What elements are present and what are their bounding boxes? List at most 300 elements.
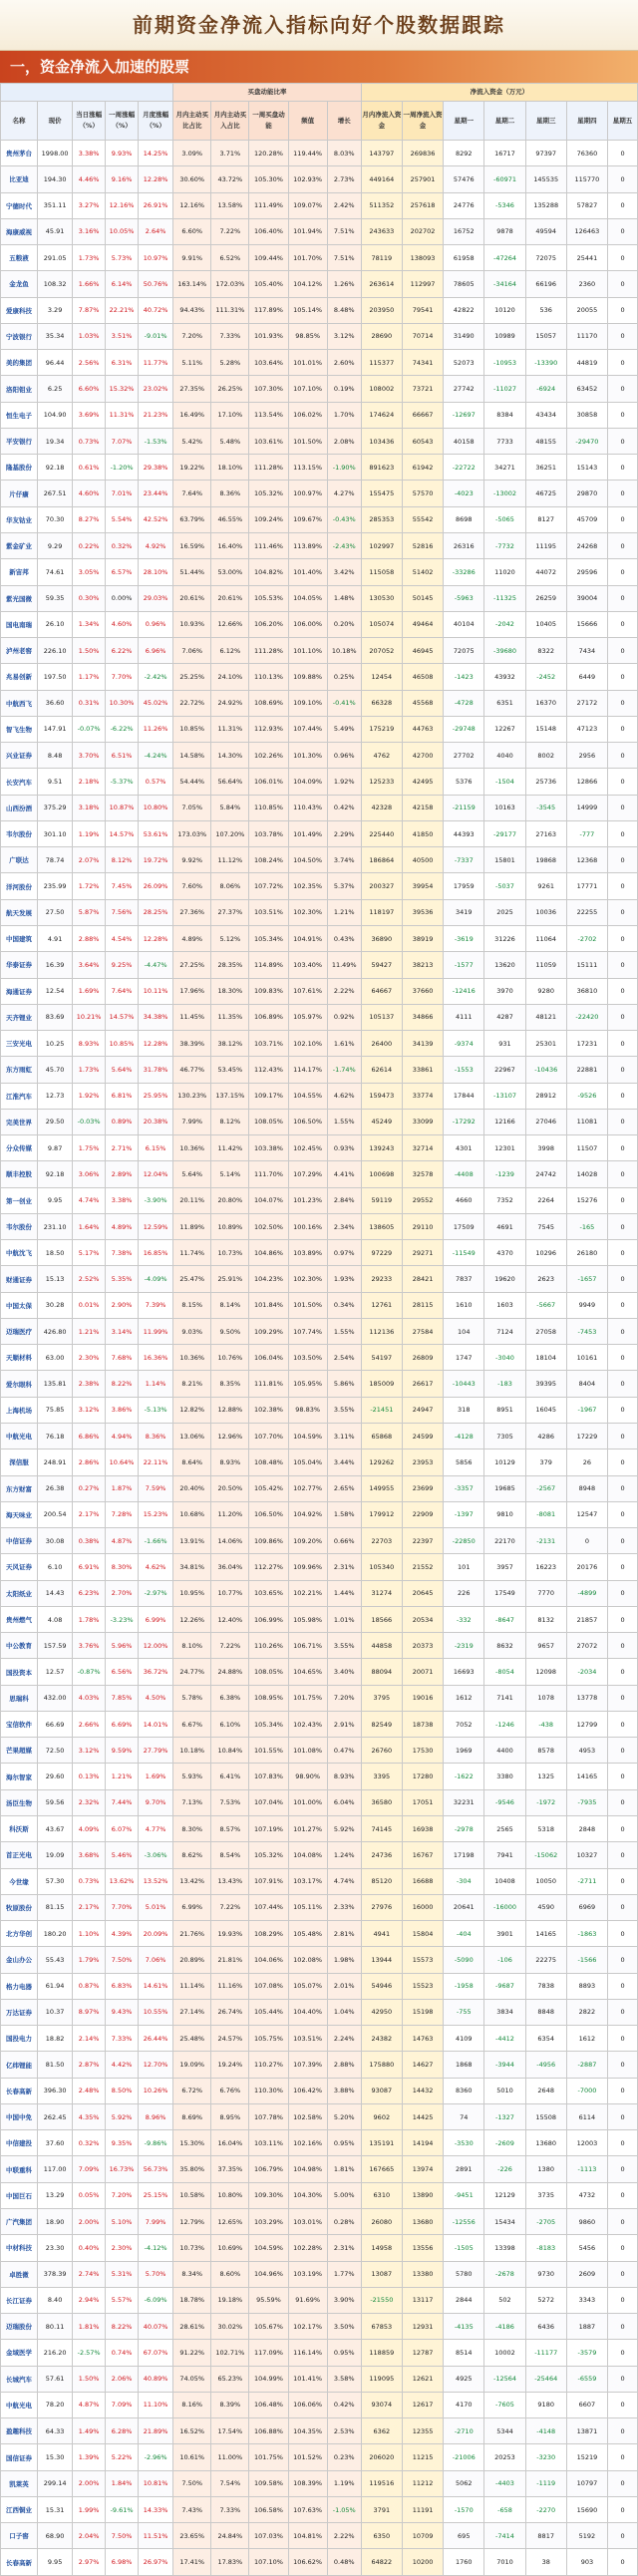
table-cell: 2.81% <box>327 1921 361 1947</box>
table-cell: 5.64% <box>173 1161 211 1187</box>
table-cell: -1657 <box>566 1266 607 1292</box>
table-cell: 10.05% <box>106 218 139 244</box>
table-cell: 8.48% <box>327 297 361 323</box>
table-cell: 46725 <box>525 481 566 506</box>
table-cell: 112.43% <box>249 1057 288 1083</box>
table-cell: 101 <box>444 1554 484 1580</box>
table-cell: -4.47% <box>139 952 173 978</box>
table-cell: 53.45% <box>211 1057 249 1083</box>
table-cell: 106.50% <box>288 1109 327 1134</box>
table-cell: 109.67% <box>288 506 327 532</box>
table-cell: 24776 <box>444 192 484 218</box>
table-cell: -9526 <box>566 1083 607 1109</box>
table-cell: 27163 <box>525 820 566 846</box>
table-cell: 3395 <box>361 1764 402 1789</box>
table-cell: 8.27% <box>73 506 106 532</box>
table-cell: 8.21% <box>173 1371 211 1397</box>
group-flow-header: 净流入资金（万元） <box>361 84 637 102</box>
stock-name-cell: 东方财富 <box>1 1475 38 1501</box>
column-header: 现价 <box>38 102 73 141</box>
table-cell: 4040 <box>484 743 525 769</box>
table-cell: 4.41% <box>327 1161 361 1187</box>
table-cell: 0 <box>608 532 638 558</box>
table-row <box>1 585 638 611</box>
table-row <box>1 1921 638 1947</box>
table-cell: 16767 <box>402 1842 443 1868</box>
table-cell: 225440 <box>361 820 402 846</box>
table-cell: 108.05% <box>249 1659 288 1685</box>
table-cell: 15057 <box>525 323 566 349</box>
table-cell: 74.05% <box>173 2366 211 2392</box>
table-cell: 5.00% <box>327 2182 361 2208</box>
table-row <box>1 1424 638 1449</box>
stock-name-cell: 中信证券 <box>1 1528 38 1554</box>
table-cell: 16.85% <box>139 1240 173 1266</box>
table-cell: 11.10% <box>139 2392 173 2417</box>
table-cell: 4.87% <box>73 2392 106 2417</box>
table-cell: 11064 <box>525 925 566 951</box>
table-cell: 3.68% <box>73 1842 106 1868</box>
table-cell: 180.20 <box>38 1921 73 1947</box>
table-cell: 45568 <box>402 690 443 716</box>
table-cell: 10.18% <box>173 1738 211 1764</box>
table-cell: 1.81% <box>327 2156 361 2182</box>
table-cell: 14165 <box>566 1764 607 1789</box>
table-cell: -29177 <box>484 820 525 846</box>
stock-name-cell: 芒果超媒 <box>1 1738 38 1764</box>
table-cell: -0.41% <box>327 690 361 716</box>
table-cell: 5.22% <box>106 2444 139 2470</box>
table-row <box>1 1868 638 1894</box>
table-row <box>1 481 638 506</box>
table-cell: 0 <box>608 402 638 428</box>
table-cell: 4170 <box>444 2392 484 2417</box>
table-cell: 27584 <box>402 1318 443 1344</box>
table-cell: -7337 <box>444 847 484 873</box>
table-cell: 104.86% <box>249 1240 288 1266</box>
table-cell: 3.12% <box>327 323 361 349</box>
stock-flow-table <box>0 83 638 2576</box>
table-cell: 7.60% <box>173 873 211 899</box>
table-cell: 42495 <box>402 769 443 795</box>
table-cell: 5.49% <box>327 716 361 742</box>
table-cell: 53.00% <box>211 559 249 585</box>
table-cell: 5856 <box>444 1449 484 1475</box>
table-cell: 3.09% <box>173 141 211 166</box>
table-cell: 101.23% <box>288 1187 327 1213</box>
table-cell: 9.35% <box>106 2130 139 2156</box>
table-cell: 0.73% <box>73 428 106 454</box>
table-cell: 1603 <box>484 1292 525 1318</box>
table-cell: 101.50% <box>288 428 327 454</box>
stock-name-cell: 今世缘 <box>1 1868 38 1894</box>
table-cell: 0.73% <box>73 1868 106 1894</box>
table-row <box>1 716 638 742</box>
table-cell: 9.93% <box>106 141 139 166</box>
table-cell: -12556 <box>444 2208 484 2234</box>
table-cell: 40.72% <box>139 297 173 323</box>
table-row <box>1 1738 638 1764</box>
table-cell: 174624 <box>361 402 402 428</box>
table-cell: -29470 <box>566 428 607 454</box>
table-cell: 135.81 <box>38 1371 73 1397</box>
table-cell: 22275 <box>525 1947 566 1973</box>
column-header: 星期一 <box>444 102 484 141</box>
table-cell: 5.96% <box>106 1633 139 1659</box>
table-cell: 7434 <box>566 638 607 664</box>
table-cell: 103.11% <box>249 2130 288 2156</box>
table-cell: 105.32% <box>249 1842 288 1868</box>
table-cell: 12.65% <box>211 2208 249 2234</box>
table-row <box>1 2549 638 2575</box>
table-cell: 25.95% <box>139 1083 173 1109</box>
table-cell: 103.19% <box>288 2261 327 2287</box>
table-cell: 0.42% <box>327 795 361 820</box>
table-cell: 101.55% <box>249 1738 288 1764</box>
table-cell: 4.08 <box>38 1606 73 1632</box>
table-cell: 103.40% <box>288 952 327 978</box>
table-cell: 0.57% <box>139 769 173 795</box>
table-cell: 104.23% <box>249 1266 288 1292</box>
table-cell: 37.60 <box>38 2130 73 2156</box>
table-cell: 29.50 <box>38 1109 73 1134</box>
table-cell: 4732 <box>566 2182 607 2208</box>
table-cell: -16000 <box>484 1894 525 1920</box>
table-row <box>1 1397 638 1423</box>
table-cell: -7414 <box>484 2523 525 2549</box>
table-cell: -2319 <box>444 1633 484 1659</box>
table-cell: 23.30 <box>38 2235 73 2261</box>
table-cell: 34.38% <box>139 1004 173 1030</box>
table-row <box>1 1842 638 1868</box>
table-cell: 55.43 <box>38 1947 73 1973</box>
table-cell: 0.31% <box>73 690 106 716</box>
table-cell: 49594 <box>525 218 566 244</box>
table-cell: 3419 <box>444 899 484 925</box>
table-cell: 93074 <box>361 2392 402 2417</box>
table-cell: 108.29% <box>249 1921 288 1947</box>
table-cell: 21.76% <box>173 1921 211 1947</box>
table-cell: -1239 <box>484 1161 525 1187</box>
table-cell: 117.89% <box>249 297 288 323</box>
table-cell: 106.71% <box>288 1633 327 1659</box>
table-cell: -1863 <box>566 1921 607 1947</box>
table-cell: 14.57% <box>106 1004 139 1030</box>
table-cell: 105340 <box>361 1554 402 1580</box>
table-cell: -9546 <box>484 1789 525 1815</box>
table-cell: 13.43% <box>211 1868 249 1894</box>
table-cell: 26 <box>566 1449 607 1475</box>
column-header-row <box>1 102 638 141</box>
table-cell: 4.50% <box>139 1685 173 1711</box>
table-cell: -2.97% <box>139 1580 173 1606</box>
stock-name-cell: 深信服 <box>1 1449 38 1475</box>
table-cell: 102.43% <box>288 1711 327 1737</box>
table-cell: 12.79% <box>173 2208 211 2234</box>
table-cell: -1504 <box>484 769 525 795</box>
table-cell: 51402 <box>402 559 443 585</box>
table-cell: 93087 <box>361 2078 402 2103</box>
table-cell: 50.76% <box>139 271 173 297</box>
table-cell: 112136 <box>361 1318 402 1344</box>
table-cell: -1566 <box>566 1947 607 1973</box>
table-cell: 6.14% <box>106 271 139 297</box>
table-cell: 31.78% <box>139 1057 173 1083</box>
table-cell: 19868 <box>525 847 566 873</box>
table-cell: 13380 <box>402 2261 443 2287</box>
table-cell: 11.00% <box>211 2444 249 2470</box>
table-cell: 5062 <box>444 2470 484 2496</box>
stock-name-cell: 平安银行 <box>1 428 38 454</box>
table-cell: 106.79% <box>249 2156 288 2182</box>
table-cell: 15219 <box>566 2444 607 2470</box>
stock-name-cell: 亿纬锂能 <box>1 2052 38 2078</box>
table-cell: 9.25% <box>106 952 139 978</box>
stock-name-cell: 迈瑞医疗 <box>1 1318 38 1344</box>
table-cell: 17844 <box>444 1083 484 1109</box>
table-cell: 0 <box>608 1449 638 1475</box>
table-cell: 6.69% <box>106 1711 139 1737</box>
table-cell: 29552 <box>402 1187 443 1213</box>
table-cell: 101.40% <box>288 559 327 585</box>
stock-name-cell: 爱康科技 <box>1 297 38 323</box>
table-cell: 257901 <box>402 166 443 192</box>
table-cell: 54197 <box>361 1345 402 1371</box>
table-cell: 3.71% <box>211 141 249 166</box>
table-cell: 12098 <box>525 1659 566 1685</box>
table-cell: 7.54% <box>211 2470 249 2496</box>
table-cell: 0 <box>608 743 638 769</box>
table-cell: 60543 <box>402 428 443 454</box>
table-cell: 101.93% <box>249 323 288 349</box>
table-cell: 26.25% <box>211 376 249 402</box>
table-cell: 0 <box>608 1135 638 1161</box>
table-cell: 1.21% <box>327 899 361 925</box>
table-cell: 6.72% <box>173 2078 211 2103</box>
table-cell: 22909 <box>402 1501 443 1527</box>
table-cell: 6.41% <box>211 1764 249 1789</box>
table-cell: -8054 <box>484 1659 525 1685</box>
table-cell: 3.12% <box>73 1397 106 1423</box>
table-cell: 102.50% <box>249 1213 288 1239</box>
table-cell: 107.10% <box>288 376 327 402</box>
table-cell: 55542 <box>402 506 443 532</box>
table-cell: 17.83% <box>211 2549 249 2575</box>
table-cell: 25736 <box>525 769 566 795</box>
table-cell: 26180 <box>566 1240 607 1266</box>
table-cell: 64667 <box>361 978 402 1004</box>
table-cell: 536 <box>525 297 566 323</box>
table-cell: 0.96% <box>139 611 173 637</box>
table-cell: 4.94% <box>106 1424 139 1449</box>
table-cell: 3957 <box>484 1554 525 1580</box>
table-cell: 7.59% <box>139 1475 173 1501</box>
table-cell: 8848 <box>525 1999 566 2025</box>
table-cell: 695 <box>444 2523 484 2549</box>
table-cell: -33286 <box>444 559 484 585</box>
table-cell: 4.03% <box>73 1685 106 1711</box>
table-cell: 12.96% <box>211 1424 249 1449</box>
table-cell: 5318 <box>525 1816 566 1842</box>
table-cell: 3.38% <box>73 141 106 166</box>
table-cell: 1.73% <box>73 245 106 271</box>
table-cell: -3040 <box>484 1345 525 1371</box>
table-cell: 27.37% <box>211 899 249 925</box>
table-cell: 16045 <box>525 1397 566 1423</box>
table-cell: 6.23% <box>73 1580 106 1606</box>
table-cell: -6924 <box>525 376 566 402</box>
table-cell: 6362 <box>361 2418 402 2444</box>
table-cell: 105.07% <box>288 1973 327 1999</box>
table-cell: 8632 <box>484 1633 525 1659</box>
table-cell: 6.04% <box>327 1789 361 1815</box>
table-cell: 17280 <box>402 1764 443 1789</box>
table-cell: 103.78% <box>249 820 288 846</box>
table-cell: 105.40% <box>249 271 288 297</box>
table-cell: -22850 <box>444 1528 484 1554</box>
table-cell: 7.09% <box>73 2156 106 2182</box>
table-cell: 109.86% <box>249 1528 288 1554</box>
table-cell: 12.82% <box>173 1397 211 1423</box>
table-cell: 44393 <box>444 820 484 846</box>
table-cell: 8.60% <box>211 2261 249 2287</box>
table-cell: 20176 <box>566 1554 607 1580</box>
table-cell: 40.89% <box>139 2366 173 2392</box>
table-cell: 10.37 <box>38 1999 73 2025</box>
table-cell: 11507 <box>566 1135 607 1161</box>
table-cell: 107.44% <box>249 1894 288 1920</box>
table-cell: 0 <box>608 1083 638 1109</box>
table-cell: 0 <box>608 350 638 376</box>
table-cell: 5.10% <box>106 2208 139 2234</box>
table-cell: 19685 <box>484 1475 525 1501</box>
table-cell: 0 <box>608 925 638 951</box>
table-cell: 11.35% <box>211 1004 249 1030</box>
table-cell: 126463 <box>566 218 607 244</box>
table-cell: 6.31% <box>106 350 139 376</box>
table-cell: 20.09% <box>139 1921 173 1947</box>
table-cell: -183 <box>484 1371 525 1397</box>
table-cell: 114.89% <box>249 952 288 978</box>
table-cell: 11.20% <box>211 1501 249 1527</box>
table-cell: 13556 <box>402 2235 443 2261</box>
table-cell: 7.20% <box>106 2182 139 2208</box>
table-cell: 101.52% <box>288 2444 327 2470</box>
stock-name-cell: 中国太保 <box>1 1292 38 1318</box>
table-cell: -13002 <box>484 481 525 506</box>
table-cell: 11.77% <box>139 350 173 376</box>
table-cell: 105.48% <box>288 1921 327 1947</box>
table-cell: 1.92% <box>327 769 361 795</box>
table-cell: 22397 <box>402 1528 443 1554</box>
table-cell: 104.98% <box>288 2156 327 2182</box>
table-cell: 0 <box>608 585 638 611</box>
table-cell: 12799 <box>566 1711 607 1737</box>
stock-name-cell: 盈趣科技 <box>1 2418 38 2444</box>
table-cell: 3.16% <box>73 218 106 244</box>
table-cell: -9451 <box>444 2182 484 2208</box>
table-cell: 32714 <box>402 1135 443 1161</box>
table-cell: 104.59% <box>249 2235 288 2261</box>
table-cell: 15148 <box>525 716 566 742</box>
table-cell: 42158 <box>402 795 443 820</box>
table-cell: -4.09% <box>139 1266 173 1292</box>
table-cell: 100698 <box>361 1161 402 1187</box>
table-cell: 2.00% <box>73 2470 106 2496</box>
table-cell: 3970 <box>484 978 525 1004</box>
table-cell: -3.23% <box>106 1606 139 1632</box>
table-cell: 104.07% <box>249 1187 288 1213</box>
stock-name-cell: 天顺材料 <box>1 1345 38 1371</box>
table-cell: 13117 <box>402 2287 443 2313</box>
table-cell: 25.25% <box>173 664 211 690</box>
table-row <box>1 1528 638 1554</box>
table-cell: 10.87% <box>106 795 139 820</box>
table-cell: 28690 <box>361 323 402 349</box>
table-cell: 104.59% <box>288 1424 327 1449</box>
stock-name-cell: 完美世界 <box>1 1109 38 1134</box>
table-cell: 2609 <box>566 2261 607 2287</box>
table-cell: 0 <box>608 2261 638 2287</box>
table-cell: 109.10% <box>288 690 327 716</box>
table-cell: 11059 <box>525 952 566 978</box>
table-cell: 105.53% <box>249 585 288 611</box>
stock-name-cell: 中国中免 <box>1 2103 38 2129</box>
table-cell: -10953 <box>484 350 525 376</box>
table-cell: 18738 <box>402 1711 443 1737</box>
table-cell: 26400 <box>361 1031 402 1057</box>
table-cell: -8081 <box>525 1501 566 1527</box>
table-cell: 111.70% <box>249 1161 288 1187</box>
table-cell: 42950 <box>361 1999 402 2025</box>
stock-name-cell: 国投电力 <box>1 2026 38 2052</box>
table-row <box>1 1292 638 1318</box>
table-cell: 33774 <box>402 1083 443 1109</box>
table-cell: 6.60% <box>173 218 211 244</box>
table-cell: 8127 <box>525 506 566 532</box>
table-cell: 40.07% <box>139 2314 173 2340</box>
table-cell: 59119 <box>361 1187 402 1213</box>
table-cell: -5346 <box>484 192 525 218</box>
table-cell: 0.48% <box>327 2549 361 2575</box>
table-cell: 10.81% <box>139 2470 173 2496</box>
table-cell: 1.61% <box>327 1031 361 1057</box>
table-cell: -13107 <box>484 1083 525 1109</box>
table-cell: 2.06% <box>106 2366 139 2392</box>
table-cell: 10.89% <box>211 1213 249 1239</box>
table-row <box>1 455 638 481</box>
table-cell: 8384 <box>484 402 525 428</box>
table-cell: 102.26% <box>249 743 288 769</box>
table-cell: 1.44% <box>327 1580 361 1606</box>
table-cell: 111.49% <box>249 192 288 218</box>
table-cell: 7.56% <box>106 899 139 925</box>
stock-name-cell: 智飞生物 <box>1 716 38 742</box>
table-cell: 36810 <box>566 978 607 1004</box>
table-cell: 2.30% <box>73 1345 106 1371</box>
table-cell: -9374 <box>444 1031 484 1057</box>
table-cell: 2.88% <box>73 925 106 951</box>
table-cell: 108.69% <box>249 690 288 716</box>
table-cell: 59.56 <box>38 1789 73 1815</box>
table-cell: 116.14% <box>288 2340 327 2366</box>
table-cell: 102.58% <box>288 2103 327 2129</box>
table-cell: -1972 <box>525 1789 566 1815</box>
table-cell: -7732 <box>484 532 525 558</box>
table-cell: 107.44% <box>288 716 327 742</box>
table-row <box>1 141 638 166</box>
table-cell: 8.03% <box>327 141 361 166</box>
